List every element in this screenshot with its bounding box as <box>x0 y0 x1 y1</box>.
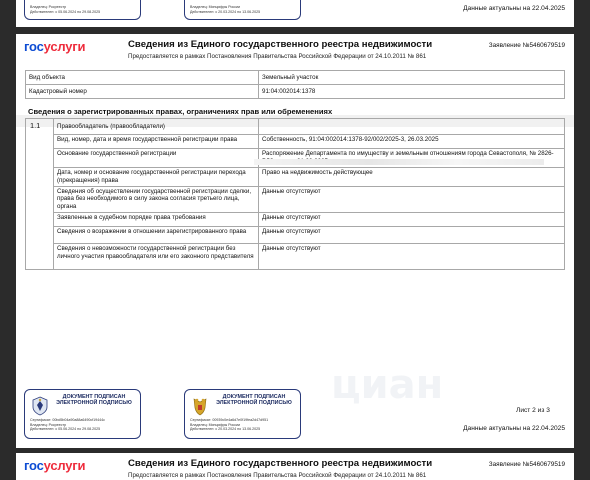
row-value: Данные отсутствуют <box>259 186 565 212</box>
row-label: Правообладатель (правообладатели) <box>54 119 259 135</box>
table-row <box>26 168 565 187</box>
row-value: Данные отсутствуют <box>259 243 565 269</box>
table-row <box>26 119 565 135</box>
row-label: Заявленные в судебном порядке права требования <box>54 212 259 226</box>
row-value-redacted <box>259 119 565 135</box>
cadastral-number-label: Кадастровый номер <box>26 85 259 99</box>
row-value: Данные отсутствуют <box>259 212 565 226</box>
row-label: Дата, номер и основание государственной регистрации перехода (прекращения) права <box>54 168 259 187</box>
redacted-owner-text <box>254 159 544 165</box>
document-header <box>16 34 574 64</box>
table-row <box>26 71 565 85</box>
table-row <box>26 186 565 212</box>
table-row <box>26 85 565 99</box>
document-subtitle: Предоставляется в рамках Постановления Правительства Российской Федерации от 24.10.2011 № 861 <box>128 472 427 479</box>
gosuslugi-logo: госуслуги <box>24 39 86 54</box>
signature-stamp <box>184 0 301 20</box>
document-page <box>16 34 574 448</box>
signature-validity: Действителен: с 05.06.2024 по 29.08.2025 <box>30 9 101 14</box>
signature-validity: Действителен: с 20.03.2024 по 13.06.2025 <box>190 9 261 14</box>
row-value: Распоряжение Департамента по имуществу и земельным отношениям города Севастополя, № 2826- <box>259 149 565 168</box>
signature-stamp <box>24 389 141 439</box>
statement-number: Заявление №5460679519 <box>488 42 565 49</box>
table-row <box>26 212 565 226</box>
russian-coat-of-arms-icon <box>191 396 209 416</box>
rosreestr-emblem-icon <box>31 396 49 416</box>
data-actual-date: Данные актуальны на 22.04.2025 <box>463 425 565 432</box>
signature-details: Сертификат: 00939c0e4a6d7e0f19fea2d47d951 Владелец: Минцифры России Действителен: с 20.03.2024 по 13.06.2025 <box>190 418 269 432</box>
document-title: Сведения из Единого государственного реестра недвижимости <box>128 458 433 469</box>
sheet-number: Лист 2 из 3 <box>516 407 550 414</box>
signature-stamp <box>24 0 141 20</box>
rights-section-title: Сведения о зарегистрированных правах, ограничениях прав или обременениях <box>28 107 333 116</box>
signature-owner: Владелец: Минцифры России <box>190 5 241 9</box>
table-row <box>26 226 565 243</box>
row-value: Собственность, 91:04:002014:1378-92/002/2025-3, 26.03.2025 <box>259 135 565 149</box>
entry-number: 1.1 <box>26 119 54 270</box>
previous-page-fragment <box>16 0 574 27</box>
row-label: Сведения о возражении в отношении зарегистрированного права <box>54 226 259 243</box>
cadastral-number-value: 91:04:002014:1378 <box>259 85 565 99</box>
signature-details: Сертификат: 00bd5b04a90a88a6490cf19444c Владелец: Росреестр Действителен: с 05.06.2024 по 29.08.2025 <box>30 418 105 432</box>
table-row <box>26 135 565 149</box>
object-type-label: Вид объекта <box>26 71 259 85</box>
cian-watermark: циан <box>331 362 444 408</box>
row-label: Сведения о невозможности государственной регистрации без личного участия правообладателя или его законного представителя <box>54 243 259 269</box>
row-label: Основание государственной регистрации <box>54 149 259 168</box>
signature-stamp <box>184 389 301 439</box>
signature-title: ДОКУМЕНТ ПОДПИСАН ЭЛЕКТРОННОЙ ПОДПИСЬЮ <box>56 394 132 407</box>
table-row <box>26 243 565 269</box>
row-value: Право на недвижимость действующее <box>259 168 565 187</box>
data-actual-date: Данные актуальны на 22.04.2025 <box>463 5 565 12</box>
statement-number: Заявление №5460679519 <box>488 461 565 468</box>
row-value: Данные отсутствуют <box>259 226 565 243</box>
row-label: Вид, номер, дата и время государственной регистрации права <box>54 135 259 149</box>
signature-title: ДОКУМЕНТ ПОДПИСАН ЭЛЕКТРОННОЙ ПОДПИСЬЮ <box>216 394 292 407</box>
next-page-fragment <box>16 453 574 480</box>
rights-table <box>25 118 565 270</box>
document-subtitle: Предоставляется в рамках Постановления Правительства Российской Федерации от 24.10.2011 № 861 <box>128 53 427 60</box>
gosuslugi-logo: госуслуги <box>24 458 86 473</box>
document-title: Сведения из Единого государственного реестра недвижимости <box>128 39 433 50</box>
object-table <box>25 70 565 99</box>
row-label: Сведения об осуществлении государственной регистрации сделки, права без необходимого в силу закона согласия третьего лица, органа <box>54 186 259 212</box>
document-header <box>16 453 574 480</box>
object-type-value: Земельный участок <box>259 71 565 85</box>
signature-owner: Владелец: Росреестр <box>30 5 67 9</box>
